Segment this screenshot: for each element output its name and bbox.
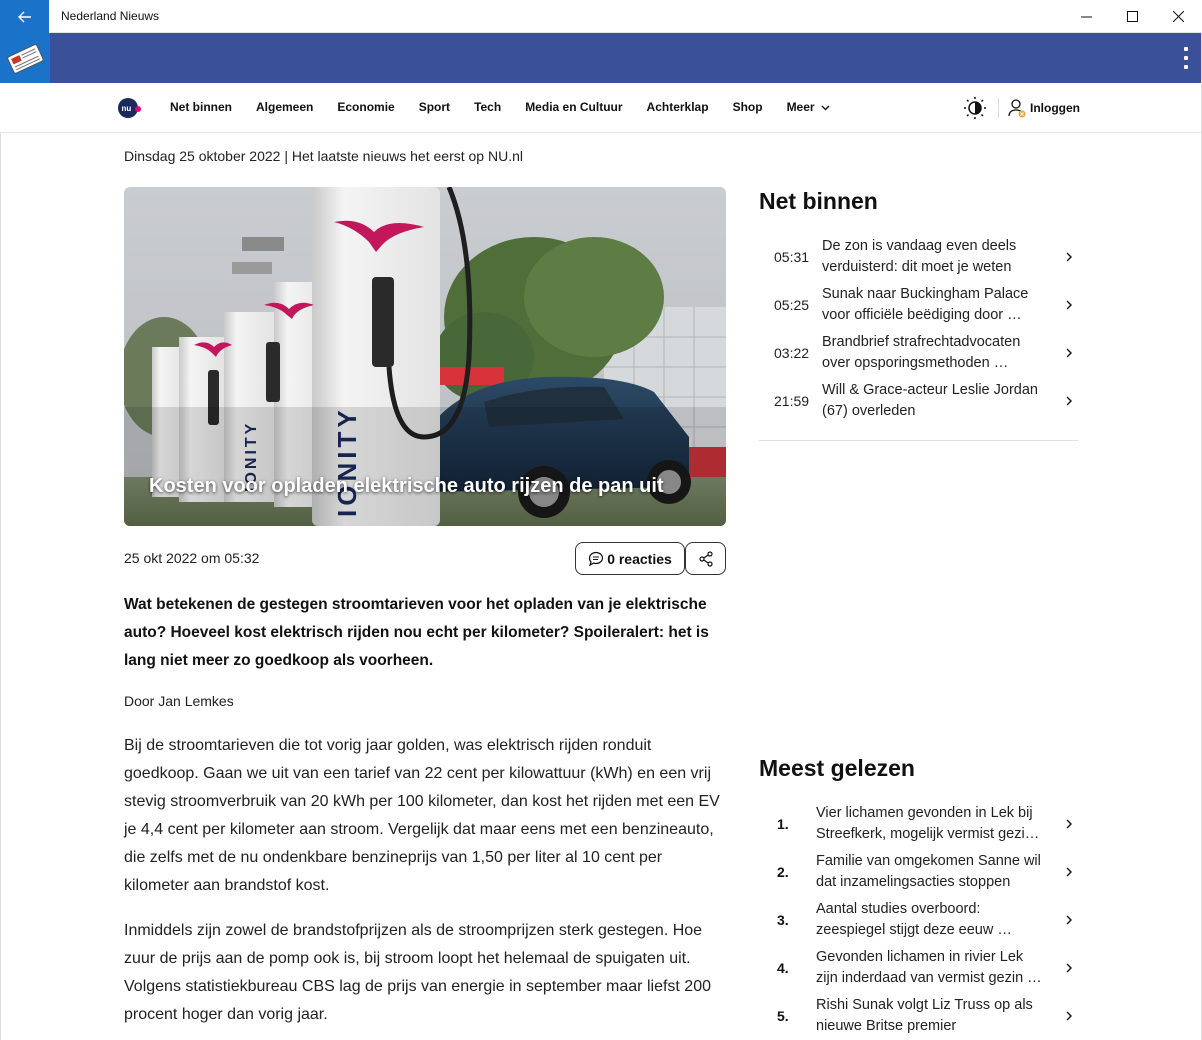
item-title-line: Gevonden lichamen in rivier Lek	[816, 949, 1024, 965]
chevron-right-icon	[1064, 913, 1074, 927]
chevron-right-icon	[1064, 817, 1074, 831]
list-item[interactable]	[759, 800, 1078, 848]
item-title-line: Streefkerk, mogelijk vermist gezi…	[816, 826, 1040, 842]
list-item[interactable]	[759, 944, 1078, 992]
share-icon	[698, 551, 714, 567]
arrow-left-icon	[18, 11, 32, 23]
chevron-right-icon	[1064, 1009, 1074, 1023]
nav-sport[interactable]: Sport	[418, 100, 451, 114]
item-rank: 1.	[777, 816, 789, 832]
theme-toggle-icon[interactable]	[963, 96, 987, 120]
list-item[interactable]	[759, 377, 1078, 425]
nav-economie[interactable]: Economie	[337, 100, 395, 114]
nav-achterklap[interactable]: Achterklap	[646, 100, 709, 114]
item-title-line: Aantal studies overboord:	[816, 901, 981, 917]
list-item[interactable]	[759, 848, 1078, 896]
title-bar	[0, 0, 1202, 33]
item-time: 21:59	[774, 393, 810, 409]
list-item[interactable]	[759, 992, 1078, 1040]
svg-text:IONITY: IONITY	[332, 406, 362, 517]
window-border	[0, 133, 1, 1040]
divider	[759, 440, 1078, 441]
nav-meer[interactable]	[787, 100, 830, 114]
item-title-line: Vier lichamen gevonden in Lek bij	[816, 805, 1033, 821]
item-title-line: De zon is vandaag even deels	[822, 238, 1017, 254]
item-rank: 4.	[777, 960, 789, 976]
item-rank: 5.	[777, 1008, 789, 1024]
dateline: Dinsdag 25 oktober 2022 | Het laatste nieuws het eerst op NU.nl	[124, 148, 523, 164]
item-rank: 3.	[777, 912, 789, 928]
nav-tech[interactable]: Tech	[474, 100, 502, 114]
article-author: Door Jan Lemkes	[124, 693, 234, 709]
net-binnen-heading: Net binnen	[759, 188, 878, 214]
chevron-right-icon	[1064, 961, 1074, 975]
item-title-line: Sunak naar Buckingham Palace	[822, 286, 1029, 302]
svg-text:IONITY: IONITY	[243, 420, 260, 492]
item-title-line: zeespiegel stijgt deze eeuw …	[816, 922, 1012, 938]
chevron-right-icon	[1064, 865, 1074, 879]
net-binnen-list	[759, 233, 1078, 425]
more-options-button[interactable]	[1178, 45, 1194, 71]
item-title-line: Rishi Sunak volgt Liz Truss op als	[816, 997, 1033, 1013]
item-time: 03:22	[774, 345, 810, 361]
newspaper-icon	[3, 38, 47, 78]
list-item[interactable]	[759, 329, 1078, 377]
list-item[interactable]	[759, 281, 1078, 329]
nav-algemeen[interactable]: Algemeen	[256, 100, 314, 114]
list-item[interactable]	[759, 896, 1078, 944]
site-nav	[0, 83, 1202, 133]
nav-divider	[998, 98, 999, 118]
close-button[interactable]	[1155, 0, 1201, 33]
article-timestamp: 25 okt 2022 om 05:32	[124, 550, 260, 566]
close-icon	[1173, 11, 1184, 22]
item-title-line: Brandbrief strafrechtadvocaten	[822, 334, 1021, 350]
minimize-icon	[1081, 11, 1092, 22]
item-title-line: (67) overleden	[822, 403, 916, 419]
list-item[interactable]	[759, 233, 1078, 281]
share-button[interactable]	[685, 542, 726, 575]
item-title-line: Will & Grace-acteur Leslie Jordan	[822, 382, 1038, 398]
meest-gelezen-list	[759, 800, 1078, 1040]
comment-icon	[588, 551, 604, 567]
chevron-right-icon	[1064, 394, 1074, 408]
article-hero-image[interactable]	[124, 187, 726, 526]
window-title: Nederland Nieuws	[61, 9, 160, 23]
item-title-line: zijn inderdaad van vermist gezin …	[816, 970, 1042, 986]
nav-shop[interactable]: Shop	[732, 100, 763, 114]
nav-net-binnen[interactable]: Net binnen	[170, 100, 232, 114]
back-button[interactable]	[0, 0, 49, 33]
svg-text:nu: nu	[121, 104, 132, 113]
nav-meer-label: Meer	[786, 100, 815, 114]
maximize-button[interactable]	[1109, 0, 1155, 33]
chevron-right-icon	[1064, 298, 1074, 312]
item-title-line: dat inzamelingsacties stoppen	[816, 874, 1011, 890]
article-paragraph: Inmiddels zijn zowel de brandstofprijzen als de stroomprijzen sterk gestegen. Hoe zuur de prijs aan de pomp ook is, bij stroom loopt het helemaal de spuigaten uit. Volgens statistiekbureau CBS lag de prijs van energie in september maar liefst 200 procent hoger dan vorig jaar.	[124, 922, 711, 1023]
user-icon	[1007, 98, 1027, 118]
login-label: Inloggen	[1030, 101, 1080, 115]
minimize-button[interactable]	[1063, 0, 1109, 33]
item-time: 05:25	[774, 297, 810, 313]
article-paragraph: Bij de stroomtarieven die tot vorig jaar golden, was elektrisch rijden ronduit goedkoop. Gaan we uit van een tarief van 22 cent per kilowattuur (kWh) en een vrij stevig stroomverbruik van 20 kWh per 100 kilometer, dan kost het rijden met een EV je 4,4 cent per kilometer aan stroom. Vergelijk dat maar eens met een benzineauto, die zelfs met de nu ondenkbare benzineprijs van 1,50 per liter al 10 cent per kilometer aan brandstof kost.	[124, 737, 720, 894]
item-title-line: verduisterd: dit moet je weten	[822, 259, 1012, 275]
nu-logo[interactable]	[117, 97, 141, 119]
reacties-button[interactable]	[575, 542, 685, 575]
login-button[interactable]	[1007, 98, 1080, 118]
reacties-label: 0 reacties	[607, 550, 672, 567]
chevron-down-icon	[821, 105, 830, 111]
app-logo[interactable]	[0, 33, 50, 83]
item-rank: 2.	[777, 864, 789, 880]
meest-gelezen-heading: Meest gelezen	[759, 755, 915, 781]
nav-media-en-cultuur[interactable]: Media en Cultuur	[525, 100, 623, 114]
maximize-icon	[1127, 11, 1138, 22]
chevron-right-icon	[1064, 250, 1074, 264]
article-lead: Wat betekenen de gestegen stroomtarieven voor het opladen van je elektrische auto? Hoeveel kost elektrisch rijden nou echt per kilometer? Spoileralert: het is lang niet meer zo goedkoop als voorheen.	[124, 596, 709, 669]
item-title-line: over opsporingsmethoden …	[822, 355, 1009, 371]
item-title-line: Familie van omgekomen Sanne wil	[816, 853, 1041, 869]
item-time: 05:31	[774, 249, 810, 265]
app-header	[0, 33, 1202, 83]
item-title-line: nieuwe Britse premier	[816, 1018, 957, 1034]
chevron-right-icon	[1064, 346, 1074, 360]
hero-headline[interactable]: Kosten voor opladen elektrische auto rijzen de pan uit	[149, 475, 664, 497]
item-title-line: voor officiële beëdiging door …	[822, 307, 1022, 323]
